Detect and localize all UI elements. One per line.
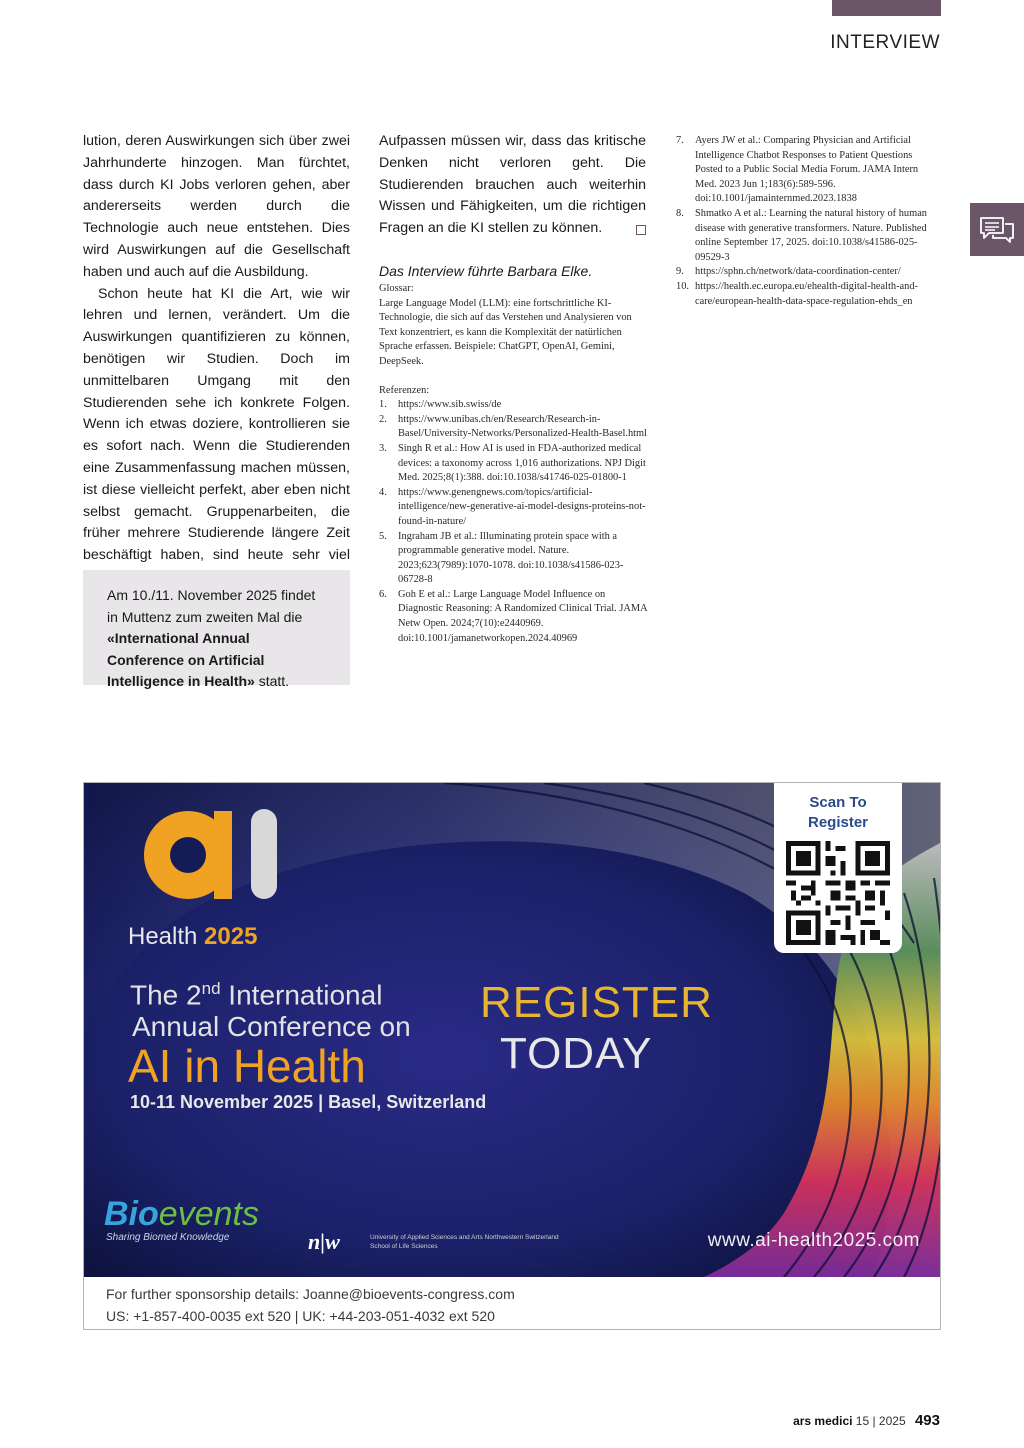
paragraph: Aufpassen müssen wir, dass das kritische Denken nicht verloren geht. Die Studierenden brauchen auch weiterhin Wissen und Fähigkeiten, um die richtigen Fragen an die KI stellen zu können. — [379, 133, 646, 237]
conference-advertisement[interactable] — [83, 782, 941, 1330]
page-number: 493 — [914, 1412, 940, 1429]
ad-register-text: REGISTER — [480, 978, 713, 1027]
glossary-text: Large Language Model (LLM): eine fortschrittliche KI-Technologie, die sich auf das Verstehen und Analysieren von Text konzentriert, es kann die Komplexität der natürlichen Sprache erfassen. Beispiele: ChatGPT, OpenAI, Gemini, DeepSeek. — [379, 297, 632, 367]
journal-name: ars medici — [793, 1414, 853, 1428]
fhnw-name: University of Applied Sciences and Arts Northwestern Switzerland School of Life Sciences — [370, 1234, 559, 1250]
info-text-end: statt. — [254, 673, 290, 689]
interviewer-credit: Das Interview führte Barbara Elke. — [379, 263, 593, 279]
qr-code-icon[interactable] — [785, 841, 891, 945]
glossary-block — [379, 282, 649, 646]
reference-item: 6. Goh E et al.: Large Language Model Influence on Diagnostic Reasoning: A Randomized Clinical Trial. JAMA Netw Open. 2024;7(10):e2440969. doi:10.1001/jamanetworkopen.2024.40969 — [379, 588, 648, 644]
reference-item: 7. Ayers JW et al.: Comparing Physician and Artificial Intelligence Chatbot Responses to Patient Questions Posted to a Public Social Media Forum. JAMA Intern Med. 2023 Jun 1;183(6):589-596. doi:10.1001/jamainternmed.2023.1838 — [676, 135, 919, 205]
ad-headline-line1: The 2nd International — [130, 979, 383, 1011]
glossary-title: Glossar: — [379, 283, 414, 294]
paragraph: Schon heute hat KI die Art, wie wir lehren und lernen, verändert. Um die Auswirkungen quantifizieren zu können, benötigen wir Studien. Doch im unmittelbaren Umgang mit den Studierenden sehe ich konkrete Folgen. Wenn ich etwas doziere, kontrollieren sie es sofort nach. Wenn die Studierenden eine Zusammenfassung machen müssen, ist diese vielleicht perfekt, aber eben nicht selbst gemacht. Gruppenarbeiten, die früher mehrere Studierende längere Zeit beschäftigt haben, sind heute sehr viel — [83, 285, 350, 564]
reference-item: 5. Ingraham JB et al.: Illuminating protein space with a programmable generative model. Nature. 2023;623(7989):1070-1078. doi:10.1038/s41586-023-06728-8 — [379, 530, 624, 586]
ad-date-location: 10-11 November 2025 | Basel, Switzerland — [130, 1092, 487, 1112]
issue-number: 15 | 2025 — [855, 1414, 906, 1428]
reference-item: 3. Singh R et al.: How AI is used in FDA-authorized medical devices: a taxonomy across 1,016 authorizations. NPJ Digit Med. 2025;8(1):388. doi:10.1038/s41746-025-01800-1 — [379, 442, 646, 484]
speech-bubbles-icon — [978, 215, 1016, 245]
references-title: Referenzen: — [379, 384, 430, 396]
section-label: INTERVIEW — [830, 32, 940, 53]
ad-banner[interactable] — [84, 783, 940, 1277]
reference-item: 1. https://www.sib.swiss/de — [379, 399, 502, 411]
ad-logo-subtitle: Health 2025 — [128, 923, 258, 950]
reference-item: 2. https://www.unibas.ch/en/Research/Research-in-Basel/University-Networks/Personalized-Health-Basel.html — [379, 413, 648, 440]
ad-headline-line2: Annual Conference on — [132, 1011, 411, 1042]
reference-item: 10. https://health.ec.europa.eu/ehealth-digital-health-and-care/european-health-data-space-regulation-ehds_en — [676, 280, 919, 307]
bioevents-tagline: Sharing Biomed Knowledge — [106, 1232, 230, 1243]
reference-list — [676, 134, 941, 309]
ad-website-link[interactable]: www.ai-health2025.com — [707, 1230, 920, 1251]
reference-column-3 — [676, 134, 941, 309]
ad-contact-footer — [106, 1283, 515, 1327]
page-footer — [793, 1412, 940, 1429]
article-column-2 — [379, 131, 646, 240]
end-mark-icon — [636, 225, 646, 235]
info-box — [83, 570, 350, 689]
ad-today-text: TODAY — [500, 1029, 653, 1078]
top-color-bar — [832, 0, 941, 16]
reference-item: 9. https://sphn.ch/network/data-coordination-center/ — [676, 266, 901, 278]
reference-item: 8. Shmatko A et al.: Learning the natural history of human disease with generative transformers. Nature. Published online September 17, 2025. doi:10.1038/s41586-025-09529-3 — [676, 207, 928, 263]
sponsorship-contact[interactable]: For further sponsorship details: Joanne@bioevents-congress.com — [106, 1286, 515, 1302]
side-tab — [970, 203, 1024, 256]
info-text: Am 10./11. November 2025 findet in Muttenz zum zweiten Mal die — [107, 587, 316, 625]
fhnw-logo: n|w — [308, 1229, 340, 1254]
paragraph: lution, deren Auswirkungen sich über zwei Jahrhunderte hinzogen. Man fürchtet, dass durch KI Jobs verloren gehen, aber andererseits werden durch die Technologie auch neue entstehen. Dies wird Auswirkungen auf die Gesellschaft haben und auch auf die Ausbildung. — [83, 133, 350, 280]
ai-health-logo — [144, 809, 277, 899]
reference-list — [379, 398, 649, 646]
reference-item: 4. https://www.genengnews.com/topics/artificial-intelligence/new-generative-ai-model-designs-proteins-not-found-in-nature/ — [379, 486, 646, 527]
conference-name: «International Annual Conference on Artificial Intelligence in Health» — [107, 630, 265, 689]
bioevents-logo: Bioevents — [104, 1195, 259, 1233]
article-column-1 — [83, 131, 350, 589]
qr-card[interactable] — [774, 783, 902, 953]
phone-contact: US: +1-857-400-0035 ext 520 | UK: +44-203-051-4032 ext 520 — [106, 1308, 495, 1324]
qr-title: Scan To Register — [807, 794, 869, 831]
ad-headline-main: AI in Health — [128, 1040, 366, 1092]
